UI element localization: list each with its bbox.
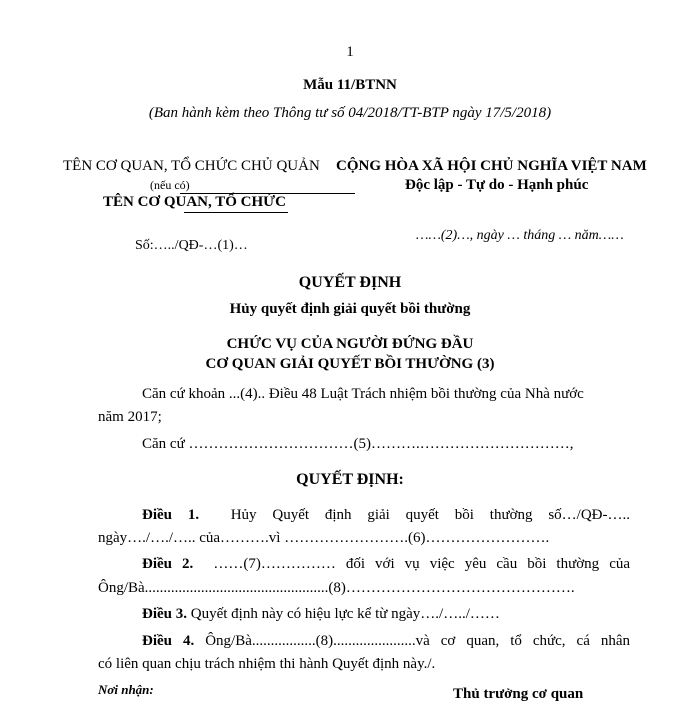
article-3-text: Quyết định này có hiệu lực kể từ ngày…./…../……: [190, 606, 500, 622]
issued-with-note: (Ban hành kèm theo Thông tư số 04/2018/TT-BTP ngày 17/5/2018): [148, 105, 552, 121]
page-number: 1: [346, 44, 354, 60]
article-4-label: Điều 4.: [142, 633, 195, 649]
article-1-line-2: ngày…./…./….. của……….vì …………………….(6)…………………….: [98, 530, 550, 546]
recipients-label: Nơi nhận:: [98, 682, 154, 697]
document-subtitle: Hủy quyết định giải quyết bồi thường: [229, 301, 471, 317]
signer-title: Thủ trưởng cơ quan: [453, 686, 584, 702]
article-1-label: Điều 1.: [142, 507, 200, 523]
governing-agency-note: (nếu có): [150, 178, 190, 192]
legal-basis-1-line-2: năm 2017;: [98, 409, 162, 425]
national-title: CỘNG HÒA XÃ HỘI CHỦ NGHĨA VIỆT NAM: [336, 158, 647, 174]
document-title: QUYẾT ĐỊNH: [298, 274, 402, 291]
place-and-date: ……(2)…, ngày … tháng … năm……: [416, 228, 624, 243]
governing-agency-name: TÊN CƠ QUAN, TỔ CHỨC CHỦ QUẢN: [63, 158, 320, 174]
article-4-text: Ông/Bà.................(8)......................và cơ quan, tổ chức, cá nhân: [205, 633, 630, 649]
article-4-line-2: có liên quan chịu trách nhiệm thi hành Quyết định này./.: [98, 656, 436, 672]
agency-name: TÊN CƠ QUAN, TỔ CHỨC: [103, 194, 286, 210]
legal-basis-1-line-1: Căn cứ khoản ...(4).. Điều 48 Luật Trách nhiệm bồi thường của Nhà nước: [142, 386, 584, 402]
article-1-text: Hủy Quyết định giải quyết bồi thường số…/QĐ-…..: [230, 507, 630, 523]
article-2-line-1: [98, 556, 630, 573]
national-motto: Độc lập - Tự do - Hạnh phúc: [405, 177, 589, 193]
form-code: Mẫu 11/BTNN: [303, 77, 397, 93]
decision-number: Số:…../QĐ-…(1)…: [135, 238, 248, 253]
article-4-line-1: [98, 633, 630, 650]
article-3-label: Điều 3.: [142, 606, 187, 622]
decision-heading: QUYẾT ĐỊNH:: [296, 471, 404, 488]
article-3-line-1: [142, 606, 500, 623]
authority-line-1: CHỨC VỤ CỦA NGƯỜI ĐỨNG ĐẦU: [226, 336, 474, 352]
legal-basis-2: Căn cứ ……………………………(5)……….…………………………,: [142, 436, 574, 452]
authority-line-2: CƠ QUAN GIẢI QUYẾT BỒI THƯỜNG (3): [205, 356, 495, 372]
article-2-text: ……(7)…………… đối với vụ việc yêu cầu bồi thường của: [213, 556, 631, 572]
agency-name-underline: [184, 212, 288, 213]
article-2-label: Điều 2.: [142, 556, 194, 572]
article-2-line-2: Ông/Bà.................................................(8)……………………………………….: [98, 580, 575, 596]
article-1-line-1: [98, 507, 630, 524]
